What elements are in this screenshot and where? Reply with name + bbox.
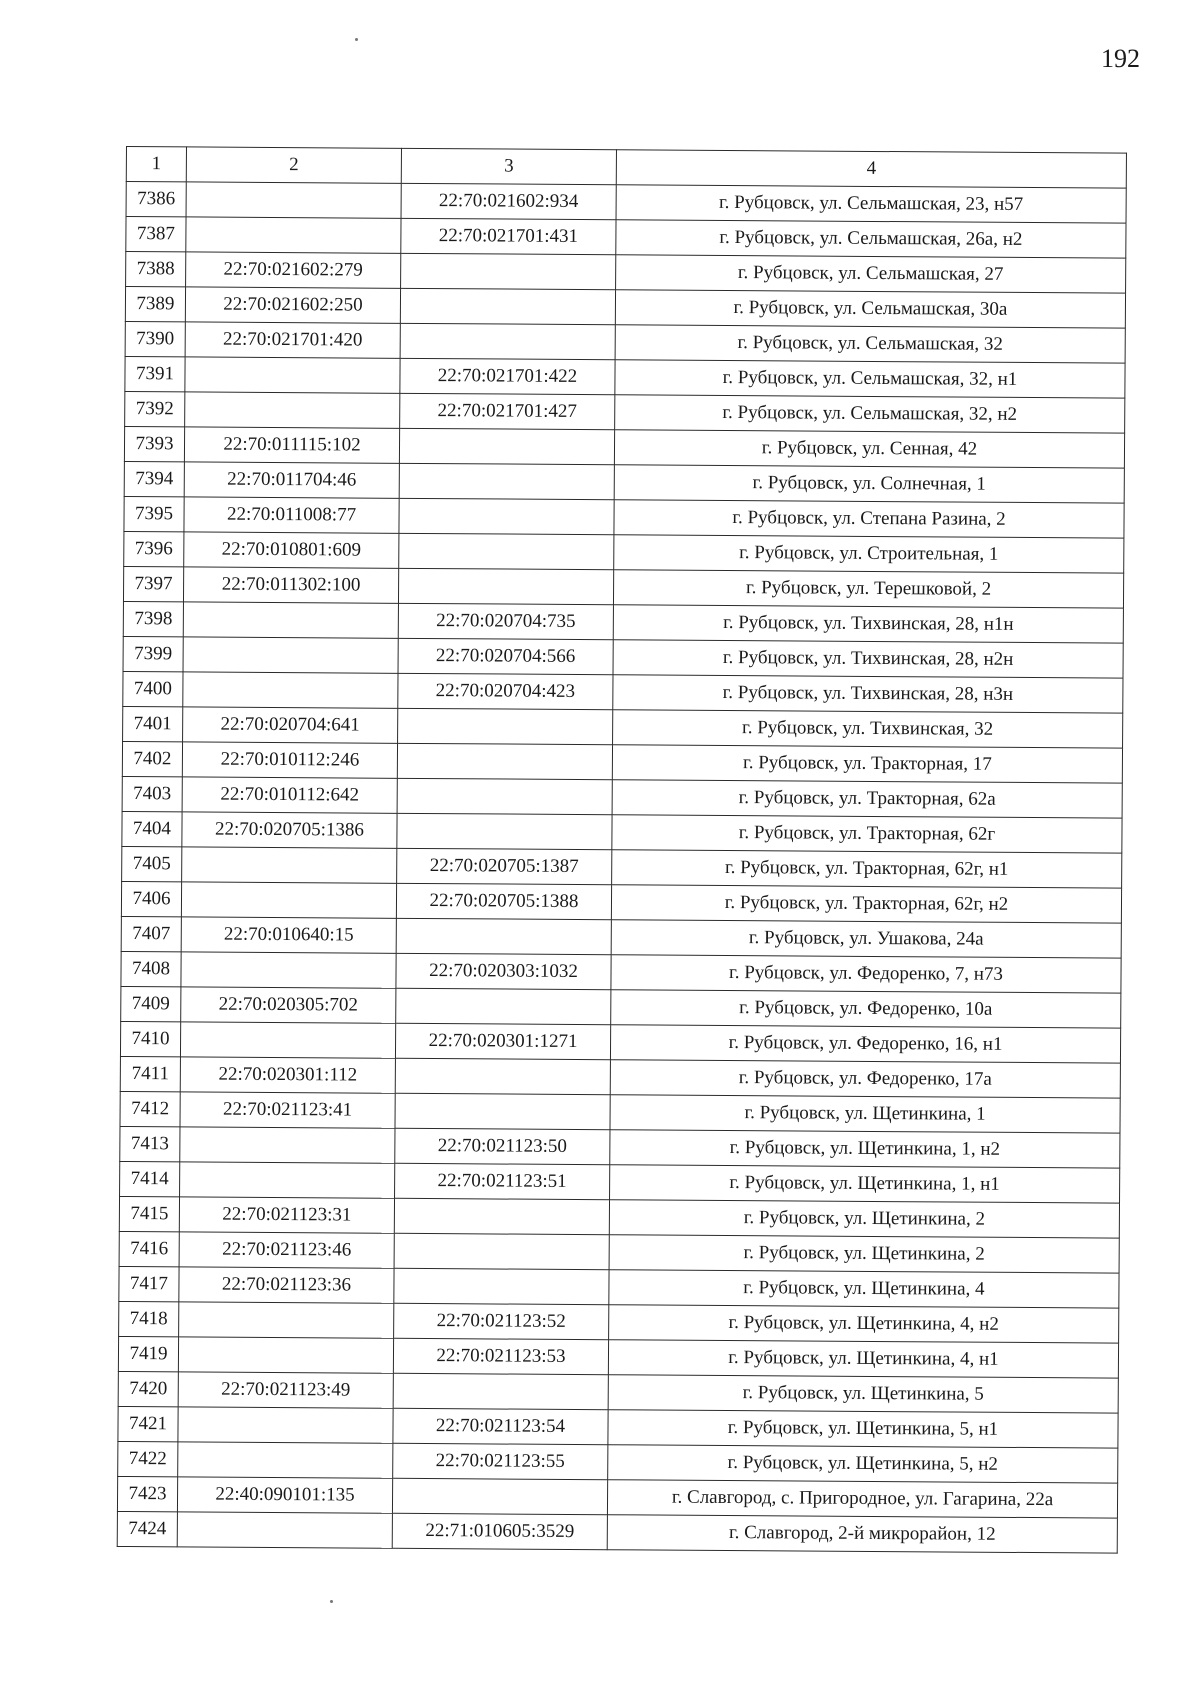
cadastral-number-land-cell: 22:70:021602:250 xyxy=(185,287,400,323)
cadastral-number-land-cell: 22:70:011302:100 xyxy=(183,567,398,603)
cadastral-number-land-cell: 22:70:021123:31 xyxy=(179,1197,394,1233)
address-cell: г. Рубцовск, ул. Щетинкина, 4, н1 xyxy=(608,1340,1118,1378)
row-number-cell: 7400 xyxy=(123,671,183,706)
address-cell: г. Рубцовск, ул. Тракторная, 62а xyxy=(612,780,1122,818)
scan-speck xyxy=(355,38,358,41)
row-number-cell: 7395 xyxy=(124,496,184,531)
row-number-cell: 7398 xyxy=(123,601,183,636)
address-cell: г. Рубцовск, ул. Сенная, 42 xyxy=(614,430,1124,468)
address-cell: г. Рубцовск, ул. Солнечная, 1 xyxy=(614,465,1124,503)
address-cell: г. Рубцовск, ул. Щетинкина, 5, н2 xyxy=(608,1445,1118,1483)
cadastral-number-land-cell: 22:70:021123:41 xyxy=(180,1092,395,1128)
cadastral-number-land-cell xyxy=(182,847,397,883)
cadastral-number-land-cell xyxy=(180,1162,395,1198)
cadastral-number-land-cell: 22:70:020305:702 xyxy=(181,987,396,1023)
address-cell: г. Рубцовск, ул. Федоренко, 17а xyxy=(610,1060,1120,1098)
row-number-cell: 7423 xyxy=(117,1476,177,1511)
row-number-cell: 7416 xyxy=(119,1231,179,1266)
cadastral-number-land-cell: 22:70:010112:246 xyxy=(182,742,397,778)
column-header-3: 3 xyxy=(401,148,616,184)
address-cell: г. Рубцовск, ул. Щетинкина, 2 xyxy=(609,1200,1119,1238)
cadastral-number-premises-cell: 22:70:020704:566 xyxy=(398,638,613,674)
cadastral-number-premises-cell: 22:70:021123:53 xyxy=(393,1338,608,1374)
cadastral-number-land-cell xyxy=(186,217,401,253)
cadastral-number-premises-cell xyxy=(394,1233,609,1269)
cadastral-number-premises-cell xyxy=(399,463,614,499)
address-cell: г. Рубцовск, ул. Тихвинская, 28, н1н xyxy=(613,605,1123,643)
row-number-cell: 7387 xyxy=(126,217,186,252)
row-number-cell: 7419 xyxy=(118,1336,178,1371)
cadastral-number-premises-cell: 22:70:021123:52 xyxy=(394,1303,609,1339)
address-cell: г. Рубцовск, ул. Сельмашская, 32, н1 xyxy=(615,360,1125,398)
address-cell: г. Рубцовск, ул. Сельмашская, 23, н57 xyxy=(616,185,1126,223)
row-number-cell: 7406 xyxy=(121,881,181,916)
cadastral-number-land-cell: 22:70:020705:1386 xyxy=(182,812,397,848)
address-cell: г. Рубцовск, ул. Щетинкина, 1, н2 xyxy=(610,1130,1120,1168)
cadastral-number-premises-cell xyxy=(398,568,613,604)
cadastral-number-premises-cell: 22:70:021123:54 xyxy=(393,1408,608,1444)
row-number-cell: 7390 xyxy=(125,321,185,356)
column-header-4: 4 xyxy=(616,150,1126,188)
property-registry-table xyxy=(117,146,1127,1554)
row-number-cell: 7393 xyxy=(124,426,184,461)
cadastral-number-land-cell xyxy=(183,637,398,673)
column-header-2: 2 xyxy=(186,147,401,183)
cadastral-number-land-cell: 22:70:020301:112 xyxy=(180,1057,395,1093)
cadastral-number-land-cell xyxy=(183,602,398,638)
cadastral-number-premises-cell xyxy=(393,1373,608,1409)
address-cell: г. Рубцовск, ул. Федоренко, 16, н1 xyxy=(610,1025,1120,1063)
address-cell: г. Славгород, с. Пригородное, ул. Гагарина, 22а xyxy=(607,1480,1117,1518)
cadastral-number-land-cell xyxy=(177,1512,392,1548)
cadastral-number-premises-cell xyxy=(392,1478,607,1514)
cadastral-number-land-cell xyxy=(178,1407,393,1443)
cadastral-number-premises-cell xyxy=(401,253,616,289)
row-number-cell: 7415 xyxy=(119,1196,179,1231)
cadastral-number-premises-cell xyxy=(397,813,612,849)
cadastral-number-land-cell: 22:70:021701:420 xyxy=(185,322,400,358)
row-number-cell: 7422 xyxy=(118,1441,178,1476)
row-number-cell: 7404 xyxy=(122,811,182,846)
address-cell: г. Рубцовск, ул. Степана Разина, 2 xyxy=(614,500,1124,538)
row-number-cell: 7392 xyxy=(125,391,185,426)
cadastral-number-land-cell: 22:70:020704:641 xyxy=(183,707,398,743)
address-cell: г. Рубцовск, ул. Ушакова, 24а xyxy=(611,920,1121,958)
address-cell: г. Рубцовск, ул. Сельмашская, 27 xyxy=(616,255,1126,293)
row-number-cell: 7389 xyxy=(125,287,185,322)
row-number-cell: 7411 xyxy=(120,1056,180,1091)
cadastral-number-land-cell: 22:70:010112:642 xyxy=(182,777,397,813)
cadastral-number-premises-cell: 22:71:010605:3529 xyxy=(392,1513,607,1549)
address-cell: г. Рубцовск, ул. Терешковой, 2 xyxy=(613,570,1123,608)
cadastral-number-premises-cell: 22:70:020705:1388 xyxy=(396,883,611,919)
cadastral-number-premises-cell xyxy=(397,743,612,779)
table-body xyxy=(117,182,1126,1554)
row-number-cell: 7394 xyxy=(124,461,184,496)
address-cell: г. Рубцовск, ул. Сельмашская, 32, н2 xyxy=(615,395,1125,433)
address-cell: г. Рубцовск, ул. Тихвинская, 28, н3н xyxy=(613,675,1123,713)
address-cell: г. Рубцовск, ул. Щетинкина, 4 xyxy=(609,1270,1119,1308)
cadastral-number-land-cell: 22:70:021602:279 xyxy=(186,252,401,288)
cadastral-number-land-cell xyxy=(180,1127,395,1163)
cadastral-number-land-cell xyxy=(181,882,396,918)
address-cell: г. Рубцовск, ул. Сельмашская, 26а, н2 xyxy=(616,220,1126,258)
address-cell: г. Рубцовск, ул. Тракторная, 62г, н1 xyxy=(612,850,1122,888)
cadastral-number-land-cell xyxy=(180,1022,395,1058)
cadastral-number-premises-cell: 22:70:021123:50 xyxy=(395,1128,610,1164)
cadastral-number-land-cell: 22:40:090101:135 xyxy=(177,1477,392,1513)
address-cell: г. Рубцовск, ул. Щетинкина, 5, н1 xyxy=(608,1410,1118,1448)
cadastral-number-premises-cell: 22:70:021123:51 xyxy=(395,1163,610,1199)
row-number-cell: 7396 xyxy=(124,531,184,566)
cadastral-number-land-cell: 22:70:010801:609 xyxy=(184,532,399,568)
cadastral-number-land-cell: 22:70:021123:36 xyxy=(179,1267,394,1303)
row-number-cell: 7414 xyxy=(120,1161,180,1196)
row-number-cell: 7401 xyxy=(123,706,183,741)
address-cell: г. Рубцовск, ул. Тракторная, 62г, н2 xyxy=(611,885,1121,923)
cadastral-number-premises-cell: 22:70:021701:427 xyxy=(400,393,615,429)
cadastral-number-land-cell xyxy=(186,182,401,218)
address-cell: г. Рубцовск, ул. Щетинкина, 1, н1 xyxy=(610,1165,1120,1203)
cadastral-number-premises-cell: 22:70:021602:934 xyxy=(401,183,616,219)
address-cell: г. Рубцовск, ул. Щетинкина, 1 xyxy=(610,1095,1120,1133)
address-cell: г. Рубцовск, ул. Тихвинская, 32 xyxy=(613,710,1123,748)
cadastral-number-land-cell xyxy=(181,952,396,988)
row-number-cell: 7403 xyxy=(122,776,182,811)
cadastral-number-premises-cell xyxy=(394,1198,609,1234)
address-cell: г. Славгород, 2-й микрорайон, 12 xyxy=(607,1515,1117,1553)
cadastral-number-premises-cell xyxy=(399,428,614,464)
cadastral-number-premises-cell xyxy=(394,1268,609,1304)
row-number-cell: 7402 xyxy=(122,741,182,776)
address-cell: г. Рубцовск, ул. Тихвинская, 28, н2н xyxy=(613,640,1123,678)
cadastral-number-land-cell: 22:70:021123:49 xyxy=(178,1372,393,1408)
row-number-cell: 7405 xyxy=(122,846,182,881)
row-number-cell: 7421 xyxy=(118,1406,178,1441)
cadastral-number-premises-cell: 22:70:020301:1271 xyxy=(395,1023,610,1059)
cadastral-number-premises-cell xyxy=(396,988,611,1024)
cadastral-number-premises-cell xyxy=(399,533,614,569)
table-row xyxy=(117,1511,1117,1553)
cadastral-number-land-cell: 22:70:021123:46 xyxy=(179,1232,394,1268)
address-cell: г. Рубцовск, ул. Федоренко, 7, н73 xyxy=(611,955,1121,993)
cadastral-number-land-cell xyxy=(178,1337,393,1373)
cadastral-number-premises-cell xyxy=(400,323,615,359)
cadastral-number-premises-cell xyxy=(396,918,611,954)
cadastral-number-land-cell: 22:70:010640:15 xyxy=(181,917,396,953)
page-number: 192 xyxy=(1101,44,1140,73)
row-number-cell: 7399 xyxy=(123,636,183,671)
cadastral-number-land-cell: 22:70:011704:46 xyxy=(184,462,399,498)
row-number-cell: 7408 xyxy=(121,951,181,986)
row-number-cell: 7418 xyxy=(119,1301,179,1336)
row-number-cell: 7388 xyxy=(126,252,186,287)
cadastral-number-land-cell: 22:70:011008:77 xyxy=(184,497,399,533)
row-number-cell: 7420 xyxy=(118,1371,178,1406)
cadastral-number-premises-cell: 22:70:021123:55 xyxy=(393,1443,608,1479)
cadastral-number-premises-cell: 22:70:020704:735 xyxy=(398,603,613,639)
cadastral-number-land-cell xyxy=(183,672,398,708)
cadastral-number-premises-cell: 22:70:021701:431 xyxy=(401,218,616,254)
row-number-cell: 7410 xyxy=(120,1021,180,1056)
row-number-cell: 7424 xyxy=(117,1511,177,1546)
cadastral-number-premises-cell: 22:70:021701:422 xyxy=(400,358,615,394)
cadastral-number-premises-cell xyxy=(395,1058,610,1094)
row-number-cell: 7409 xyxy=(121,986,181,1021)
cadastral-number-land-cell xyxy=(179,1302,394,1338)
address-cell: г. Рубцовск, ул. Щетинкина, 5 xyxy=(608,1375,1118,1413)
cadastral-number-premises-cell: 22:70:020704:423 xyxy=(398,673,613,709)
row-number-cell: 7413 xyxy=(120,1126,180,1161)
address-cell: г. Рубцовск, ул. Сельмашская, 32 xyxy=(615,325,1125,363)
cadastral-number-land-cell xyxy=(185,357,400,393)
column-header-1: 1 xyxy=(126,147,186,182)
address-cell: г. Рубцовск, ул. Федоренко, 10а xyxy=(611,990,1121,1028)
cadastral-number-premises-cell: 22:70:020705:1387 xyxy=(397,848,612,884)
address-cell: г. Рубцовск, ул. Строительная, 1 xyxy=(614,535,1124,573)
cadastral-number-land-cell xyxy=(185,392,400,428)
cadastral-number-premises-cell xyxy=(397,778,612,814)
row-number-cell: 7397 xyxy=(123,566,183,601)
address-cell: г. Рубцовск, ул. Щетинкина, 2 xyxy=(609,1235,1119,1273)
cadastral-number-premises-cell: 22:70:020303:1032 xyxy=(396,953,611,989)
row-number-cell: 7412 xyxy=(120,1091,180,1126)
cadastral-number-land-cell xyxy=(178,1442,393,1478)
cadastral-number-land-cell: 22:70:011115:102 xyxy=(184,427,399,463)
cadastral-number-premises-cell xyxy=(398,708,613,744)
row-number-cell: 7417 xyxy=(119,1266,179,1301)
cadastral-number-premises-cell xyxy=(395,1093,610,1129)
row-number-cell: 7386 xyxy=(126,182,186,217)
cadastral-number-premises-cell xyxy=(400,288,615,324)
address-cell: г. Рубцовск, ул. Тракторная, 62г xyxy=(612,815,1122,853)
address-cell: г. Рубцовск, ул. Тракторная, 17 xyxy=(612,745,1122,783)
row-number-cell: 7391 xyxy=(125,356,185,391)
row-number-cell: 7407 xyxy=(121,916,181,951)
address-cell: г. Рубцовск, ул. Щетинкина, 4, н2 xyxy=(609,1305,1119,1343)
cadastral-number-premises-cell xyxy=(399,498,614,534)
scan-speck xyxy=(330,1600,333,1603)
address-cell: г. Рубцовск, ул. Сельмашская, 30а xyxy=(615,290,1125,328)
